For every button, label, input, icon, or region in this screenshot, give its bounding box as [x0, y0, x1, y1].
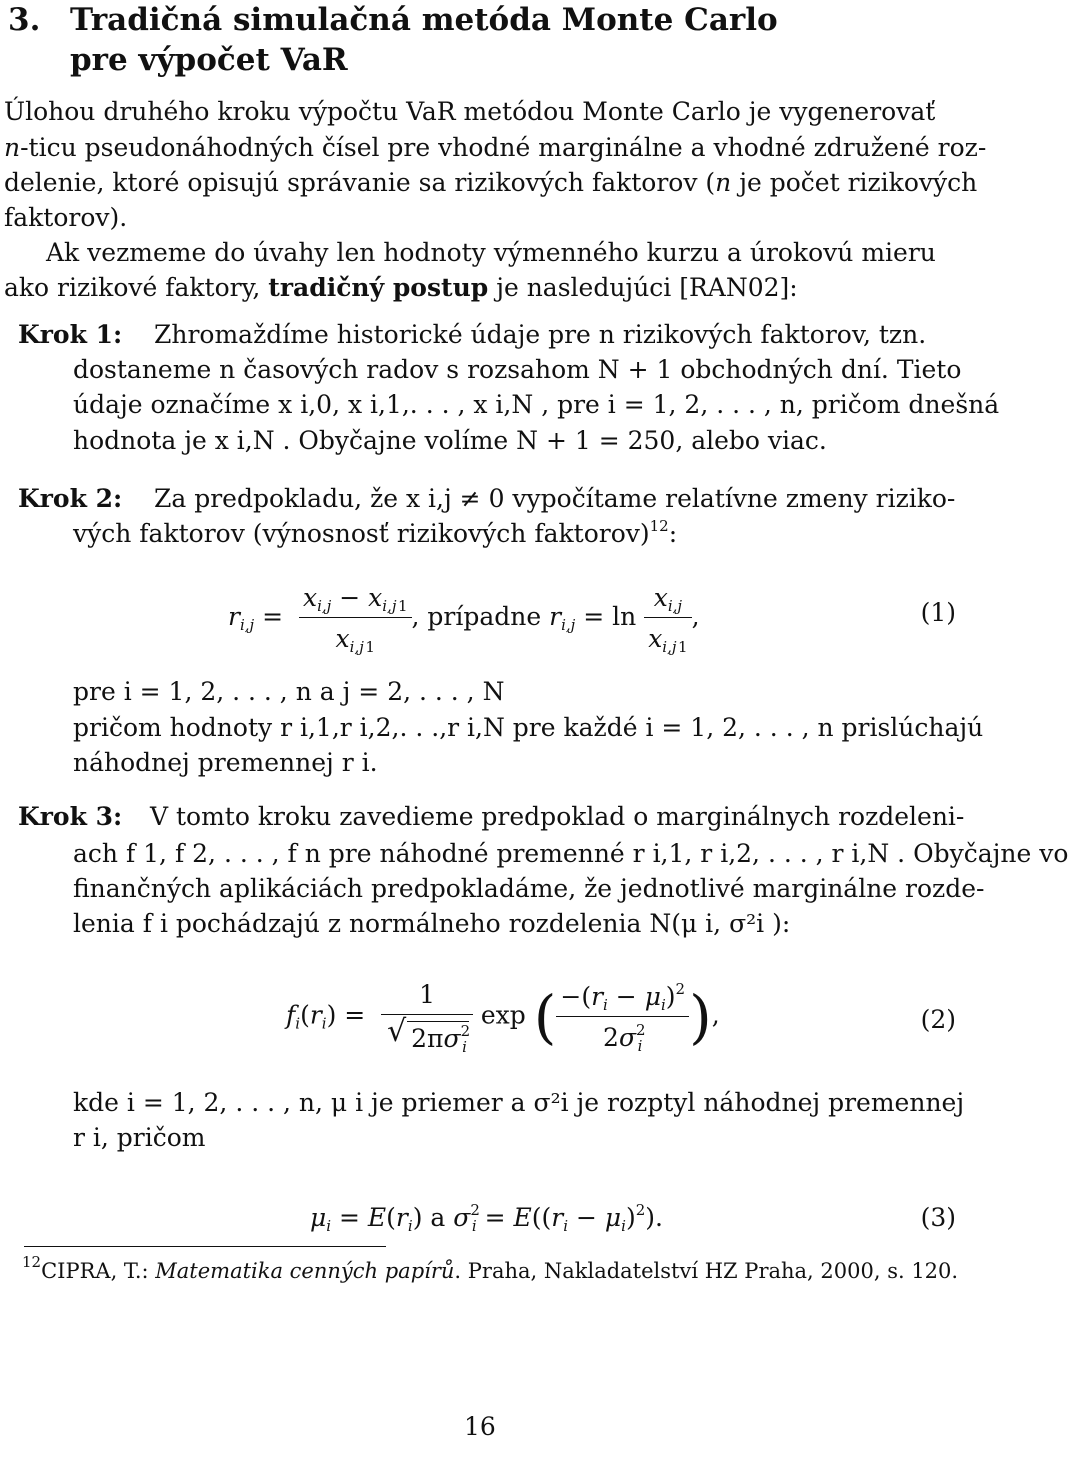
- footnote-mark: 12: [22, 1253, 42, 1271]
- intro-text: delenie, ktoré opisujú správanie sa rizikových faktorov (: [4, 168, 716, 197]
- intro-line: [4, 131, 986, 165]
- section-number: 3.: [8, 2, 41, 38]
- step-line: hodnota je x i,N . Obyčajne volíme N + 1 = 250, alebo viac.: [73, 426, 827, 455]
- intro-line: faktorov).: [4, 203, 128, 232]
- step-line: pričom hodnoty r i,1,r i,2,. . .,r i,N pre každé i = 1, 2, . . . , n prislúchajú: [73, 713, 984, 742]
- page-number: 16: [464, 1412, 496, 1441]
- intro-line: Úlohou druhého kroku výpočtu VaR metódou Monte Carlo je vygenerovať: [4, 97, 936, 126]
- equation-3: $\mu_i = E(r_i)$ a $\sigma^2_i = E((r_i - \mu_i)^2)$.: [310, 1201, 663, 1235]
- intro-line: [4, 166, 977, 200]
- intro-line: [4, 271, 798, 305]
- step-line: finančných aplikáciách predpokladáme, že jednotlivé marginálne rozde-: [73, 874, 985, 903]
- intro-text: ako rizikové faktory,: [4, 273, 269, 302]
- footnote: [22, 1253, 959, 1286]
- step-label: Krok 1:: [18, 320, 123, 349]
- step-label: Krok 2:: [18, 484, 123, 513]
- equation-word: , prípadne: [411, 602, 542, 631]
- step-line: ach f 1, f 2, . . . , f n pre náhodné premenné r i,1, r i,2, . . . , r i,N . Obyčajne vo: [73, 839, 1068, 868]
- intro-line: Ak vezmeme do úvahy len hodnoty výmenného kurzu a úrokovú mieru: [46, 238, 936, 267]
- fraction: $\frac{x_{i,j}}{x_{i,j} _1}$: [644, 583, 691, 654]
- equation-number: (3): [920, 1203, 956, 1232]
- intro-text: je počet rizikových: [731, 168, 978, 197]
- footnote-ref: 12: [649, 517, 669, 535]
- step-line: Za predpokladu, že x i,j ≠ 0 vypočítame relatívne zmeny riziko-: [154, 484, 956, 513]
- step-text: :: [668, 519, 678, 548]
- step-line: náhodnej premennej r i.: [73, 748, 378, 777]
- step-text: vých faktorov (výnosnosť rizikových faktorov): [73, 519, 650, 548]
- fraction: $\frac{-(r_i - \mu_i)^2}{2\sigma^2_i}$: [556, 982, 689, 1053]
- equation-number: (2): [920, 1005, 956, 1034]
- equation-number: (1): [920, 598, 956, 627]
- math-var: n: [4, 133, 21, 162]
- step-line: Zhromaždíme historické údaje pre n rizikových faktorov, tzn.: [154, 320, 927, 349]
- step-line: kde i = 1, 2, . . . , n, μ i je priemer a σ²i je rozptyl náhodnej premennej: [73, 1088, 965, 1117]
- step-line: údaje označíme x i,0, x i,1,. . . , x i,N , pre i = 1, 2, . . . , n, pričom dnešná: [73, 390, 1000, 419]
- step-line: pre i = 1, 2, . . . , n a j = 2, . . . , N: [73, 677, 505, 706]
- equation-1: $r_{i,j}$ = $\frac{x_{i,j} - x_{i,j} _1}{x_{i,j} _1}$ , prípadne $r_{i,j} = \ln$ $\frac{x_{i,j}}{x_{i,j} _1}$ ,: [228, 583, 700, 656]
- step-line: dostaneme n časových radov s rozsahom N + 1 obchodných dní. Tieto: [73, 355, 962, 384]
- step-label: Krok 3:: [18, 802, 123, 831]
- fraction: 1 √ $2\pi\sigma^2_i$: [381, 980, 473, 1054]
- bold-term: tradičný postup: [268, 273, 489, 302]
- equation-2: $f_i(r_i)$ = 1 √ $2\pi\sigma^2_i$ exp ( $\frac{-(r_i - \mu_i)^2}{2\sigma^2_i}$ ),: [286, 979, 720, 1056]
- sqrt-symbol: √ $2\pi\sigma^2_i$: [387, 1014, 471, 1056]
- footnote-title: Matematika cenných papírů: [155, 1259, 455, 1283]
- footnote-text: . Praha, Nakladatelství HZ Praha, 2000, s. 120.: [454, 1259, 959, 1283]
- section-title-line1: Tradičná simulačná metóda Monte Carlo: [70, 2, 778, 38]
- step-line: V tomto kroku zavedieme predpoklad o marginálnych rozdeleni-: [150, 802, 965, 831]
- math-var: n: [715, 168, 732, 197]
- step-line: r i, pričom: [73, 1123, 206, 1152]
- step-line: lenia f i pochádzajú z normálneho rozdelenia N(μ i, σ²i ):: [73, 909, 791, 938]
- intro-text: -ticu pseudonáhodných čísel pre vhodné marginálne a vhodné združené roz-: [20, 133, 987, 162]
- step-line: [73, 517, 677, 551]
- intro-text: je nasledujúci [RAN02]:: [488, 273, 798, 302]
- footnote-rule: [24, 1246, 386, 1247]
- section-title-line2: pre výpočet VaR: [70, 42, 348, 78]
- fraction: $\frac{x_{i,j} - x_{i,j} _1}{x_{i,j} _1}$: [299, 583, 412, 654]
- footnote-text: CIPRA, T.:: [41, 1259, 156, 1283]
